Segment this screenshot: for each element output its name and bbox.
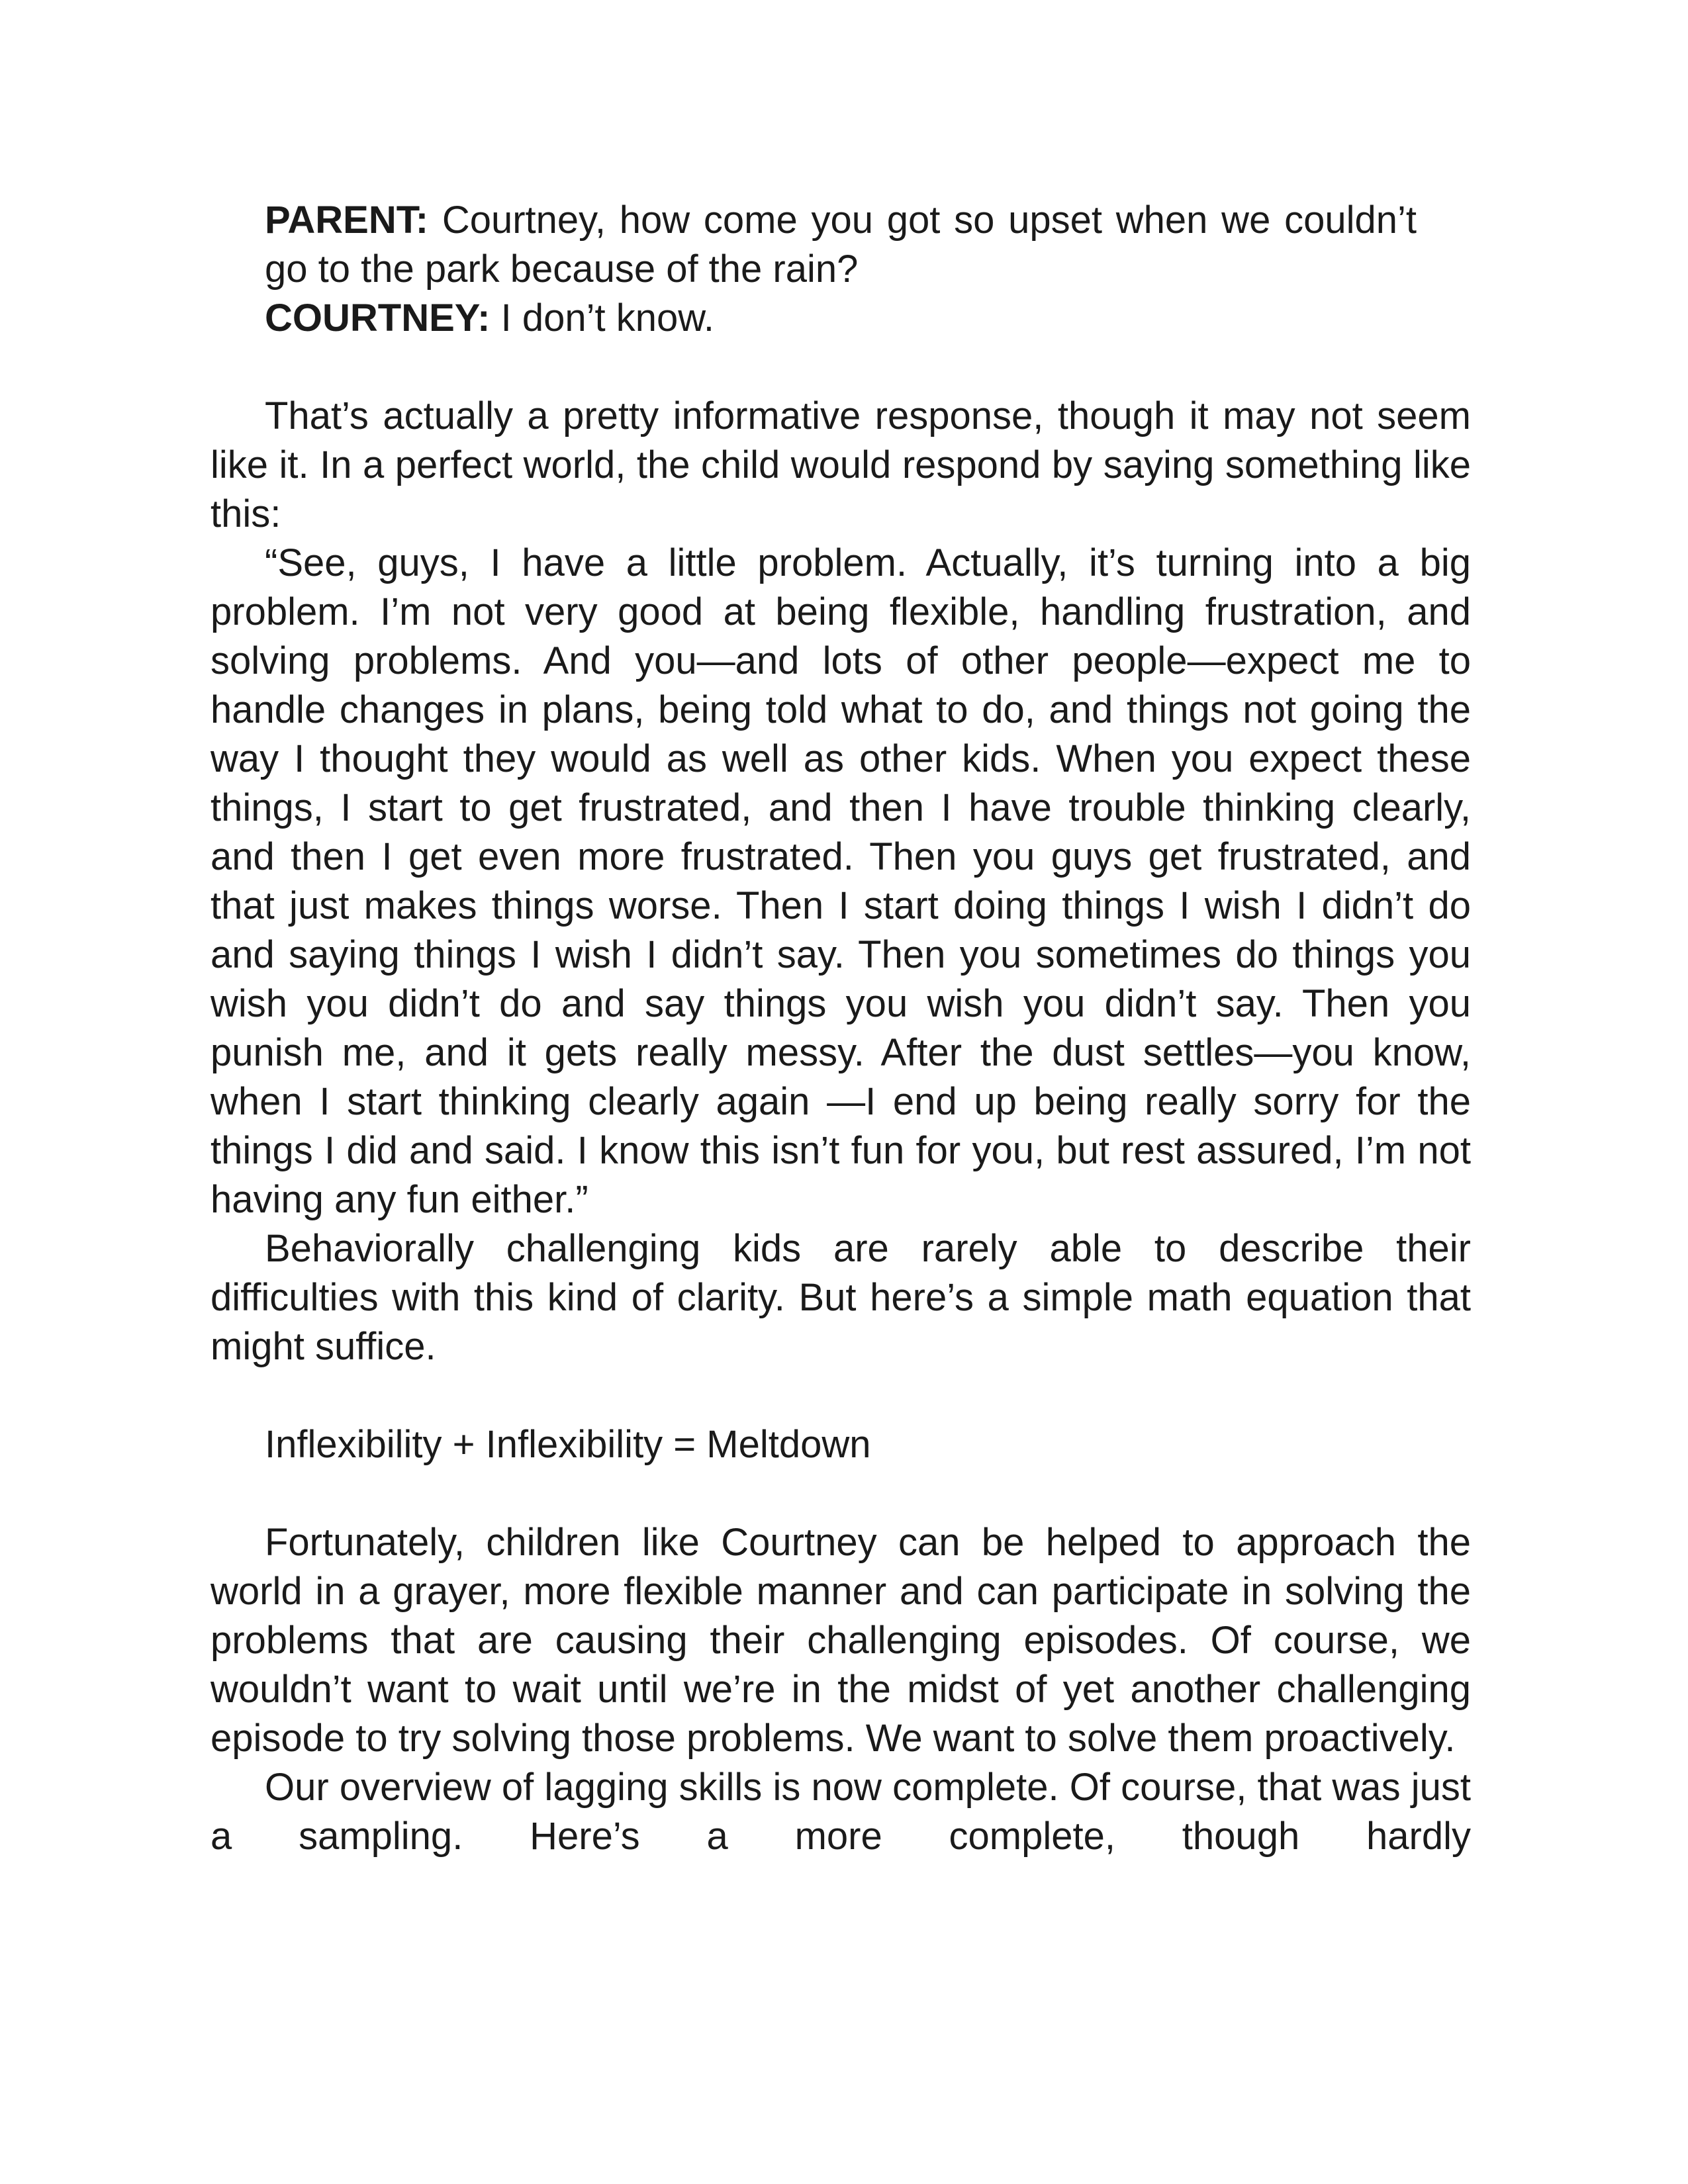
body-paragraph: “See, guys, I have a little problem. Actually, it’s turning into a big problem. I’m not very good at being flexible, handling frustration, and solving problems. And you—and lots of other people—expect me to handle changes in plans, being told what to do, and things not going the way I thought they would as well as other kids. When you expect these things, I start to get frustrated, and then I have trouble thinking clearly, and then I get even more frustrated. Then you guys get frustrated, and that just makes things worse. Then I start doing things I wish I didn’t do and saying things I wish I didn’t say. Then you sometimes do things you wish you didn’t do and say things you wish you didn’t say. Then you punish me, and it gets really messy. After the dust settles—you know, when I start thinking clearly again —I end up being really sorry for the things I did and said. I know this isn’t fun for you, but rest assured, I’m not having any fun either.” bbox=[211, 541, 1471, 1221]
book-page bbox=[211, 196, 1471, 1861]
speaker-label: COURTNEY: bbox=[265, 296, 491, 340]
dialogue-line-courtney bbox=[265, 294, 1417, 343]
dialogue-line-parent bbox=[265, 196, 1417, 294]
equation: Inflexibility + Inflexibility = Meltdown bbox=[265, 1423, 871, 1466]
body-paragraph: Behaviorally challenging kids are rarely able to describe their difficulties with this kind of clarity. But here’s a simple math equation that might suffice. bbox=[211, 1227, 1471, 1368]
dialogue-text: Courtney, how come you got so upset when we couldn’t go to the park because of the rain? bbox=[265, 199, 1417, 291]
dialogue-block bbox=[265, 196, 1417, 343]
speaker-label: PARENT: bbox=[265, 199, 429, 242]
dialogue-text: I don’t know. bbox=[500, 296, 715, 340]
body-paragraph: That’s actually a pretty informative response, though it may not seem like it. In a perfect world, the child would respond by saying something like this: bbox=[211, 394, 1471, 535]
body-paragraph: Fortunately, children like Courtney can be helped to approach the world in a grayer, more flexible manner and can participate in solving the problems that are causing their challenging episodes. Of course, we wouldn’t want to wait until we’re in the midst of yet another challenging episode to try solving those problems. We want to solve them proactively. bbox=[211, 1521, 1471, 1760]
body-paragraph: Our overview of lagging skills is now complete. Of course, that was just a sampling. Here’s a more complete, though hardly bbox=[211, 1766, 1471, 1858]
